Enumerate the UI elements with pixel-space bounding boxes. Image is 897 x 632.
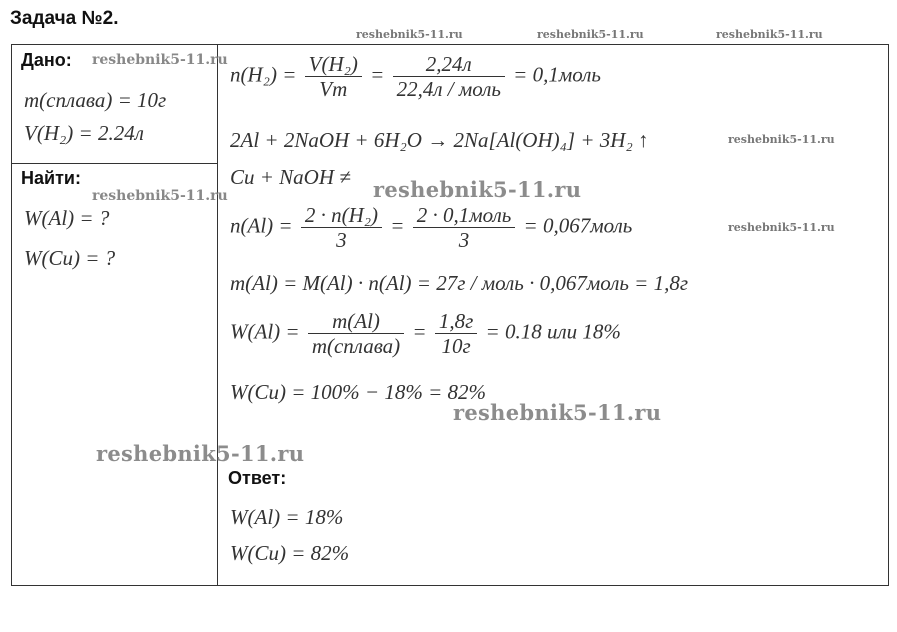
formula-result: = 0,1моль — [513, 62, 601, 87]
denominator: Vm — [319, 77, 348, 102]
find-header: Найти: — [21, 168, 81, 188]
numerator: 2,24л — [425, 52, 472, 76]
fraction — [393, 52, 505, 101]
watermark: reshebnik5-11.ru — [373, 177, 582, 202]
given-volume: V(H₂) = 2.24л — [24, 121, 144, 145]
denominator: 3 — [336, 228, 347, 253]
formula-lhs: n(H₂) = — [230, 62, 297, 87]
fraction — [435, 309, 477, 358]
watermark: reshebnik5-11.ru — [728, 221, 835, 234]
task-title: Задача №2. — [10, 8, 119, 29]
cu-no-reaction: Cu + NaOH ≠ — [230, 165, 351, 189]
fraction — [413, 203, 516, 252]
formula-result: = 0.18 или 18% — [485, 319, 621, 344]
given-header: Дано: — [21, 50, 72, 70]
find-w-al: W(Al) = ? — [24, 206, 110, 230]
numerator: m(Al) — [332, 309, 380, 333]
formula-lhs: n(Al) = — [230, 213, 293, 238]
denominator: 22,4л / моль — [396, 77, 501, 102]
equals-sign: = — [412, 319, 427, 344]
equals-sign: = — [370, 62, 385, 87]
numerator: 2 · 0,1моль — [416, 203, 512, 227]
numerator: 1,8г — [438, 309, 474, 333]
numerator: V(H₂) — [308, 52, 358, 76]
watermark: reshebnik5-11.ru — [716, 28, 823, 41]
formula-m-al: m(Al) = M(Al) · n(Al) = 27г / моль · 0,067моль = 1,8г — [230, 271, 689, 295]
given-mass: m(сплава) = 10г — [24, 88, 167, 112]
watermark: reshebnik5-11.ru — [96, 441, 305, 466]
numerator: 2 · n(H₂) — [304, 203, 379, 227]
find-w-cu: W(Cu) = ? — [24, 246, 116, 270]
watermark: reshebnik5-11.ru — [728, 133, 835, 146]
formula-n-h2 — [230, 52, 601, 101]
watermark: reshebnik5-11.ru — [453, 400, 662, 425]
watermark: reshebnik5-11.ru — [92, 188, 228, 204]
watermark: reshebnik5-11.ru — [356, 28, 463, 41]
equals-sign: = — [390, 213, 405, 238]
fraction — [305, 52, 362, 101]
formula-result: = 0,067моль — [523, 213, 633, 238]
watermark: reshebnik5-11.ru — [92, 52, 228, 68]
given-find-divider — [11, 163, 217, 164]
denominator: 3 — [458, 228, 470, 253]
formula-w-al — [230, 309, 621, 358]
formula-lhs: W(Al) = — [230, 319, 300, 344]
column-divider — [217, 44, 218, 586]
answer-w-al: W(Al) = 18% — [230, 505, 344, 529]
formula-n-al — [230, 203, 632, 252]
watermark: reshebnik5-11.ru — [537, 28, 644, 41]
denominator: 10г — [441, 334, 471, 359]
answer-w-cu: W(Cu) = 82% — [230, 541, 350, 565]
formula-w-cu: W(Cu) = 100% − 18% = 82% — [230, 380, 486, 404]
fraction — [301, 203, 382, 252]
reaction-equation: 2Al + 2NaOH + 6H₂O → 2Na[Al(OH)₄] + 3H₂ ↑ — [230, 128, 649, 152]
fraction — [308, 309, 404, 358]
answer-header: Ответ: — [228, 468, 287, 488]
denominator: m(сплава) — [311, 334, 401, 359]
